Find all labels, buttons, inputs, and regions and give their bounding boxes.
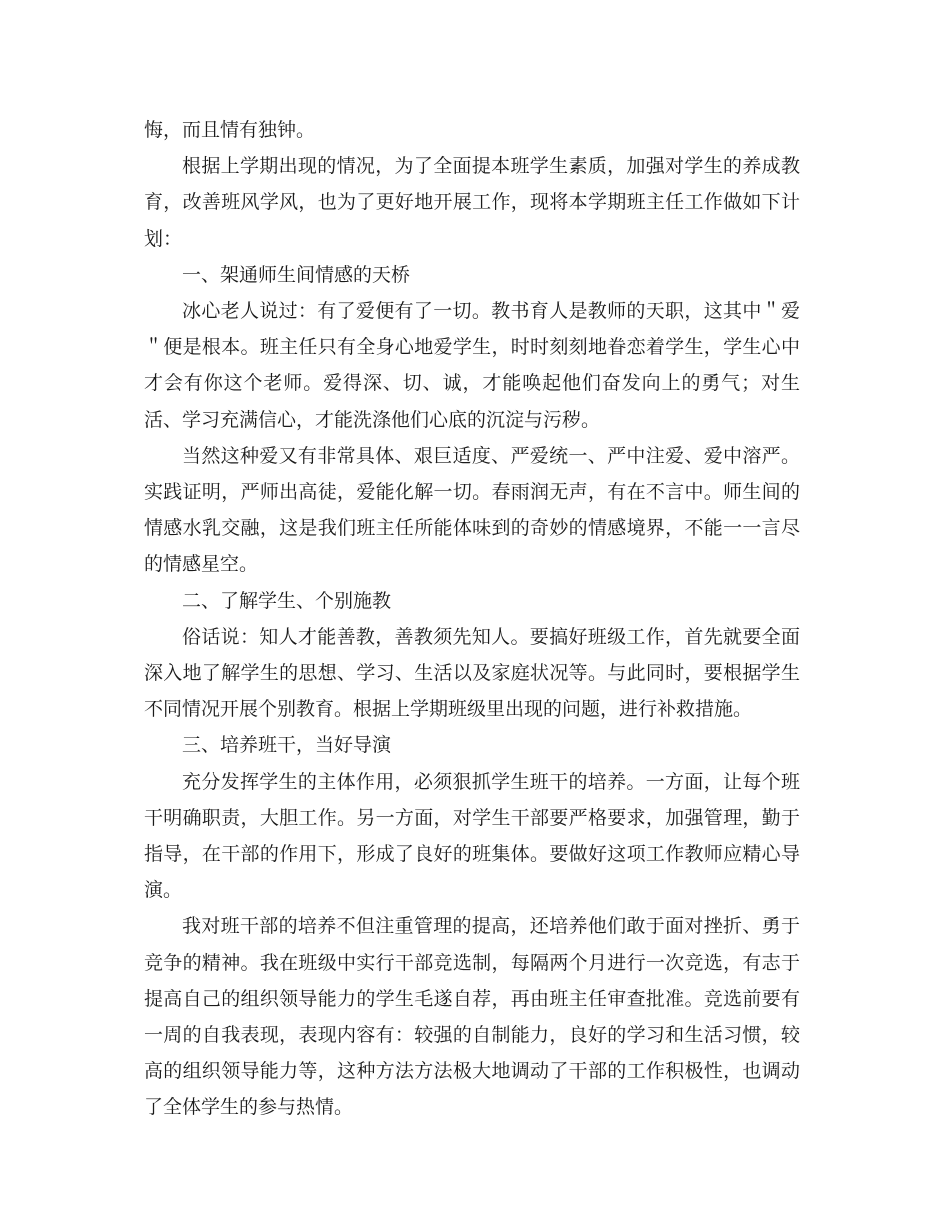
paragraph-know-students: 俗话说：知人才能善教，善教须先知人。要搞好班级工作，首先就要全面深入地了解学生的思想、学习、生活以及家庭状况等。与此同时，要根据学生不同情况开展个别教育。根据上学期班级里出现的问题，进行补救措施。 [144, 625, 800, 721]
paragraph-class-leaders: 充分发挥学生的主体作用，必须狠抓学生班干的培养。一方面，让每个班干明确职责，大胆工作。另一方面，对学生干部要严格要求，加强管理，勤于指导，在干部的作用下，形成了良好的班集体。要做好这项工作教师应精心导演。 [144, 770, 800, 902]
section-heading-3: 三、培养班干，当好导演 [182, 734, 392, 757]
document-body [144, 112, 800, 1126]
paragraph-continued: 悔，而且情有独钟。 [144, 119, 316, 141]
section-heading-1: 一、架通师生间情感的天桥 [182, 263, 411, 286]
paragraph-love-foundation: 冰心老人说过：有了爱便有了一切。教书育人是教师的天职，这其中＂爱＂便是根本。班主任只有全身心地爱学生，时时刻刻地眷恋着学生，学生心中才会有你这个老师。爱得深、切、诚，才能唤起他们奋发向上的勇气；对生活、学习充满信心，才能洗涤他们心底的沉淀与污秽。 [144, 300, 800, 431]
paragraph-strict-love: 当然这种爱又有非常具体、艰巨适度、严爱统一、严中注爱、爱中溶严。实践证明，严师出高徒，爱能化解一切。春雨润无声，有在不言中。师生间的情感水乳交融，这是我们班主任所能体味到的奇妙的情感境界，不能一一言尽的情感星空。 [144, 444, 800, 576]
paragraph-leader-election: 我对班干部的培养不但注重管理的提高，还培养他们敢于面对挫折、勇于竞争的精神。我在班级中实行干部竞选制，每隔两个月进行一次竞选，有志于提高自己的组织领导能力的学生毛遂自荐，再由班主任审查批准。竞选前要有一周的自我表现，表现内容有：较强的自制能力，良好的学习和生活习惯，较高的组织领导能力等，这种方法方法极大地调动了干部的工作积极性，也调动了全体学生的参与热情。 [144, 915, 800, 1119]
section-heading-2: 二、了解学生、个别施教 [182, 589, 392, 612]
paragraph-intro: 根据上学期出现的情况，为了全面提本班学生素质，加强对学生的养成教育，改善班风学风，也为了更好地开展工作，现将本学期班主任工作做如下计划： [144, 155, 800, 250]
